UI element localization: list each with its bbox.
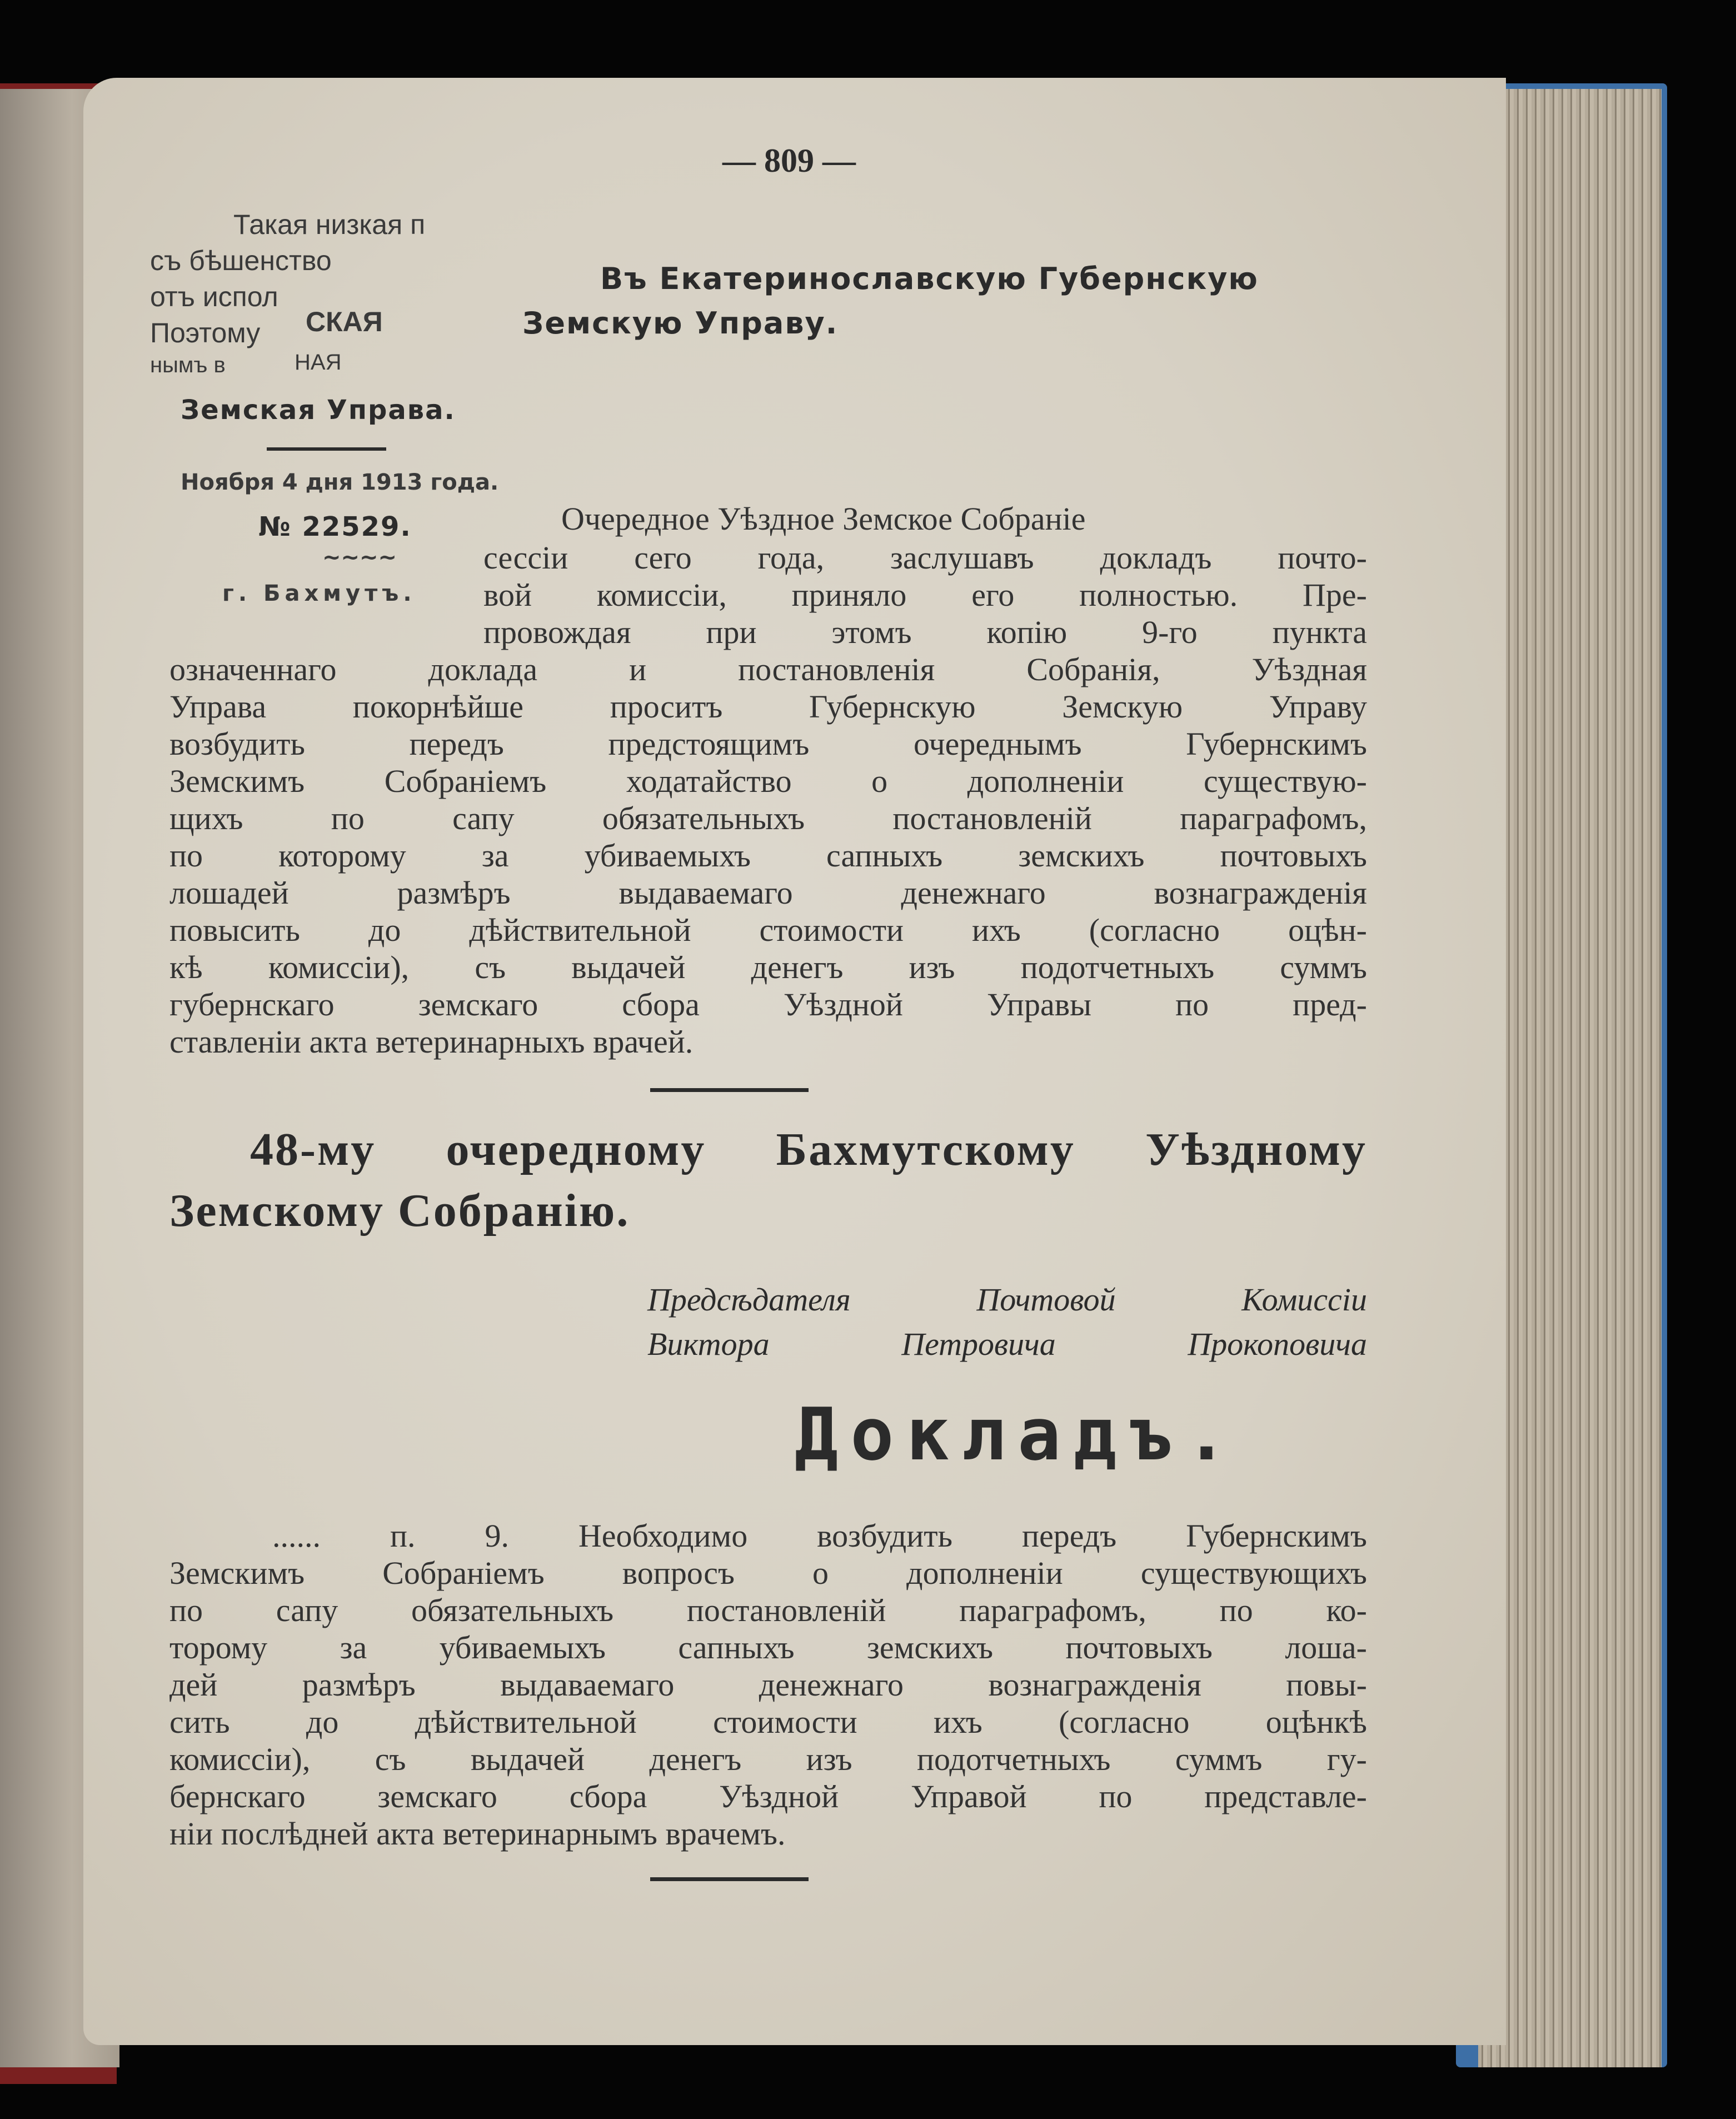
letter-line-7: возбудить передъ предстоящимъ очереднымъ Губернскимъ (169, 726, 1367, 762)
stamp-overlay-1: СКАЯ (306, 306, 383, 337)
addressee-line-2: Земскую Управу. (522, 306, 839, 341)
assembly-heading-line-2: Земскому Собранію. (169, 1185, 630, 1237)
letter-line-9: щихъ по сапу обязательныхъ постановленій параграфомъ, (169, 800, 1367, 836)
letter-line-11: лошадей размѣръ выдаваемаго денежнаго вознагражденія (169, 875, 1367, 911)
letter-line-2: сессіи сего года, заслушавъ докладъ почто- (483, 540, 1367, 576)
stamp-line-3: отъ испол (150, 281, 278, 312)
author-line-1: Предсѣдателя Почтовой Комиссіи (647, 1282, 1367, 1318)
report-line-9: ніи послѣдней акта ветеринарнымъ врачемъ. (169, 1816, 786, 1852)
stamp-number: № 22529. (258, 511, 412, 542)
stamp-line-2: съ бѣшенство (150, 245, 332, 276)
report-line-6: сить до дѣйствительной стоимости ихъ (согласно оцѣнкѣ (169, 1704, 1367, 1740)
addressee-line-1: Въ Екатеринославскую Губернскую (600, 261, 1259, 296)
letter-line-10: по которому за убиваемыхъ сапныхъ земскихъ почтовыхъ (169, 837, 1367, 874)
report-line-8: бернскаго земскаго сбора Уѣздной Управой по представле- (169, 1778, 1367, 1814)
stamp-overlay-2: НАЯ (295, 350, 342, 375)
stamp-place: г. Бахмутъ. (222, 581, 416, 606)
author-line-2: Виктора Петровича Прокоповича (647, 1326, 1367, 1362)
report-line-5: дей размѣръ выдаваемаго денежнаго вознагражденія повы- (169, 1667, 1367, 1703)
section-divider-2 (650, 1877, 809, 1881)
section-divider-1 (650, 1088, 809, 1092)
stamp-line-4: Поэтому (150, 317, 261, 348)
letter-line-5: означеннаго доклада и постановленія Собранія, Уѣздная (169, 651, 1367, 687)
assembly-heading-line-1: 48-му очередному Бахмутскому Уѣздному (250, 1124, 1367, 1175)
document-page (83, 78, 1506, 2045)
report-line-2: Земскимъ Собраніемъ вопросъ о дополненіи существующихъ (169, 1555, 1367, 1591)
letter-line-12: повысить до дѣйствительной стоимости ихъ (согласно оцѣн- (169, 912, 1367, 948)
letter-line-8: Земскимъ Собраніемъ ходатайство о дополненіи существую- (169, 763, 1367, 799)
stamp-line-5: нымъ в (150, 353, 226, 377)
letter-line-15: ставленіи акта ветеринарныхъ врачей. (169, 1024, 694, 1060)
stamp-org: Земская Управа. (181, 395, 456, 426)
stamp-line-1: Такая низкая п (233, 209, 426, 240)
report-line-7: комиссіи), съ выдачей денегъ изъ подотчетныхъ суммъ гу- (169, 1741, 1367, 1777)
page-number: — 809 — (722, 142, 856, 179)
stamp-divider (267, 447, 386, 451)
letter-line-1: Очередное Уѣздное Земское Собраніе (561, 501, 1086, 537)
stamp-date: Ноября 4 дня 1913 года. (181, 470, 499, 495)
report-title: Докладъ. (795, 1392, 1241, 1477)
report-line-3: по сапу обязательныхъ постановленій параграфомъ, по ко- (169, 1592, 1367, 1628)
letter-line-6: Управа покорнѣйше проситъ Губернскую Земскую Управу (169, 689, 1367, 725)
letter-line-4: провождая при этомъ копію 9-го пункта (483, 614, 1367, 650)
letter-line-13: кѣ комиссіи), съ выдачей денегъ изъ подотчетныхъ суммъ (169, 949, 1367, 985)
letter-line-14: губернскаго земскаго сбора Уѣздной Управы по пред- (169, 986, 1367, 1023)
report-line-4: торому за убиваемыхъ сапныхъ земскихъ почтовыхъ лоша- (169, 1629, 1367, 1666)
letter-line-3: вой комиссіи, приняло его полностью. Пре- (483, 577, 1367, 613)
stamp-squiggle: ~~~~ (322, 545, 397, 570)
report-line-1: ...... п. 9. Необходимо возбудить передъ Губернскимъ (272, 1518, 1367, 1554)
